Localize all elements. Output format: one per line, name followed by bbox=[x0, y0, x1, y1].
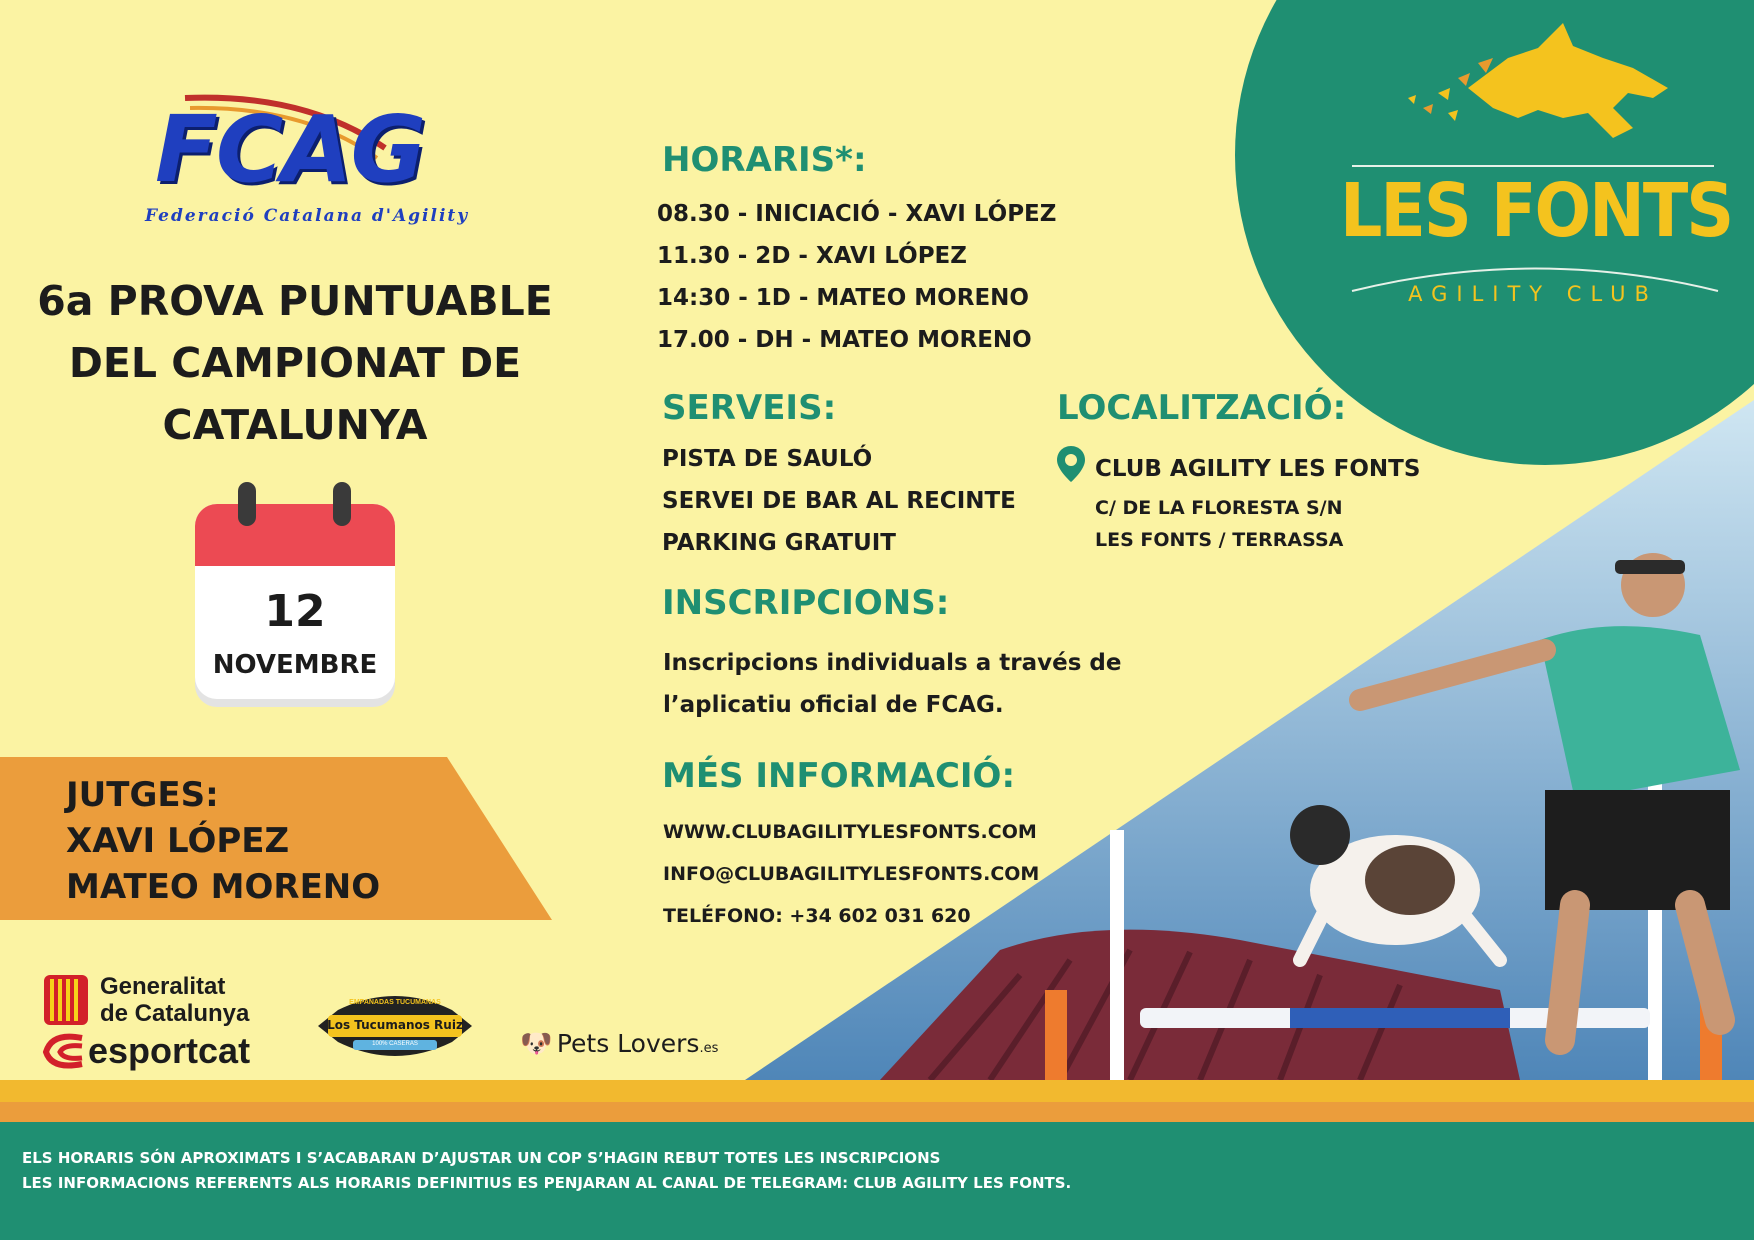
services-heading: SERVEIS: bbox=[662, 388, 837, 428]
club-name: LES FONTS bbox=[1340, 168, 1733, 254]
location-address bbox=[1095, 492, 1343, 556]
schedule-item: 08.30 - INICIACIÓ - XAVI LÓPEZ bbox=[657, 201, 1057, 227]
schedule-item: 17.00 - DH - MATEO MORENO bbox=[657, 327, 1032, 353]
tucumanos-bottom: 100% CASERAS bbox=[372, 1041, 418, 1047]
phone-number: TELÉFONO: +34 602 031 620 bbox=[663, 905, 971, 927]
registrations-line2: l’aplicatiu oficial de FCAG. bbox=[663, 692, 1004, 718]
service-item: PARKING GRATUIT bbox=[662, 530, 896, 556]
event-title-line3: CATALUNYA bbox=[162, 401, 428, 449]
location-heading: LOCALITZACIÓ: bbox=[1057, 388, 1347, 428]
petslovers-logo bbox=[520, 1028, 718, 1059]
club-tagline: AGILITY CLUB bbox=[1408, 282, 1658, 306]
judges-heading: JUTGES: bbox=[66, 775, 219, 815]
footer-note-line2: LES INFORMACIONS REFERENTS ALS HORARIS DEFINITIUS ES PENJARAN AL CANAL DE TELEGRAM: CLUB AGILITY LES FONTS. bbox=[22, 1174, 1072, 1192]
tucumanos-name: Los Tucumanos Ruiz bbox=[327, 1018, 463, 1032]
event-title-line1: 6a PROVA PUNTUABLE bbox=[37, 277, 553, 325]
judge-name: MATEO MORENO bbox=[66, 867, 381, 907]
footer-notes bbox=[22, 1146, 1071, 1196]
service-item: PISTA DE SAULÓ bbox=[662, 446, 873, 472]
esportcat-text: esportcat bbox=[88, 1030, 251, 1071]
schedule-list bbox=[657, 193, 1056, 361]
senyera-icon bbox=[44, 975, 88, 1025]
more-info-list bbox=[663, 811, 1039, 937]
fcag-subtitle: Federació Catalana d'Agility bbox=[145, 206, 470, 226]
email-link[interactable]: INFO@CLUBAGILITYLESFONTS.COM bbox=[663, 863, 1040, 885]
service-item: SERVEI DE BAR AL RECINTE bbox=[662, 488, 1016, 514]
calendar-icon bbox=[193, 478, 397, 703]
event-title bbox=[0, 270, 590, 456]
jump-pole-left bbox=[1110, 830, 1124, 1080]
registrations-line1: Inscripcions individuals a través de bbox=[663, 650, 1122, 676]
calendar-day: 12 bbox=[264, 586, 326, 637]
schedule-item: 14:30 - 1D - MATEO MORENO bbox=[657, 285, 1029, 311]
judge-name: XAVI LÓPEZ bbox=[66, 821, 290, 861]
registrations-heading: INSCRIPCIONS: bbox=[662, 583, 950, 623]
dog-icon: 🐶 bbox=[520, 1028, 553, 1058]
services-list bbox=[662, 438, 1016, 564]
wolf-icon bbox=[1398, 18, 1678, 148]
location-address-line2: LES FONTS / TERRASSA bbox=[1095, 529, 1344, 551]
esportcat-icon bbox=[42, 1032, 86, 1072]
calendar-month: NOVEMBRE bbox=[212, 650, 378, 680]
map-pin-icon bbox=[1057, 446, 1085, 482]
schedule-item: 11.30 - 2D - XAVI LÓPEZ bbox=[657, 243, 967, 269]
event-title-line2: DEL CAMPIONAT DE bbox=[68, 339, 522, 387]
schedule-heading: HORARIS*: bbox=[662, 140, 867, 180]
club-logo-rule-top bbox=[1352, 165, 1714, 167]
petslovers-text: Pets Lovers bbox=[556, 1029, 700, 1058]
fcag-logo bbox=[145, 88, 470, 238]
tucumanos-logo bbox=[318, 990, 472, 1062]
tucumanos-top: EMPANADAS TUCUMANAS bbox=[349, 999, 441, 1006]
location-name: CLUB AGILITY LES FONTS bbox=[1095, 456, 1421, 482]
petslovers-suffix: .es bbox=[699, 1041, 719, 1056]
website-link[interactable]: WWW.CLUBAGILITYLESFONTS.COM bbox=[663, 821, 1037, 843]
footer-note-line1: ELS HORARIS SÓN APROXIMATS I S’ACABARAN D’AJUSTAR UN COP S’HAGIN REBUT TOTES LES INSCRIPCIONS bbox=[22, 1149, 941, 1167]
location-address-line1: C/ DE LA FLORESTA S/N bbox=[1095, 497, 1343, 519]
generalitat-text: Generalitat de Catalunya bbox=[100, 973, 250, 1027]
more-info-heading: MÉS INFORMACIÓ: bbox=[662, 756, 1016, 796]
judges-block bbox=[66, 772, 380, 910]
fcag-logo-text: FCAG bbox=[155, 96, 425, 203]
registrations-text bbox=[663, 642, 1122, 726]
